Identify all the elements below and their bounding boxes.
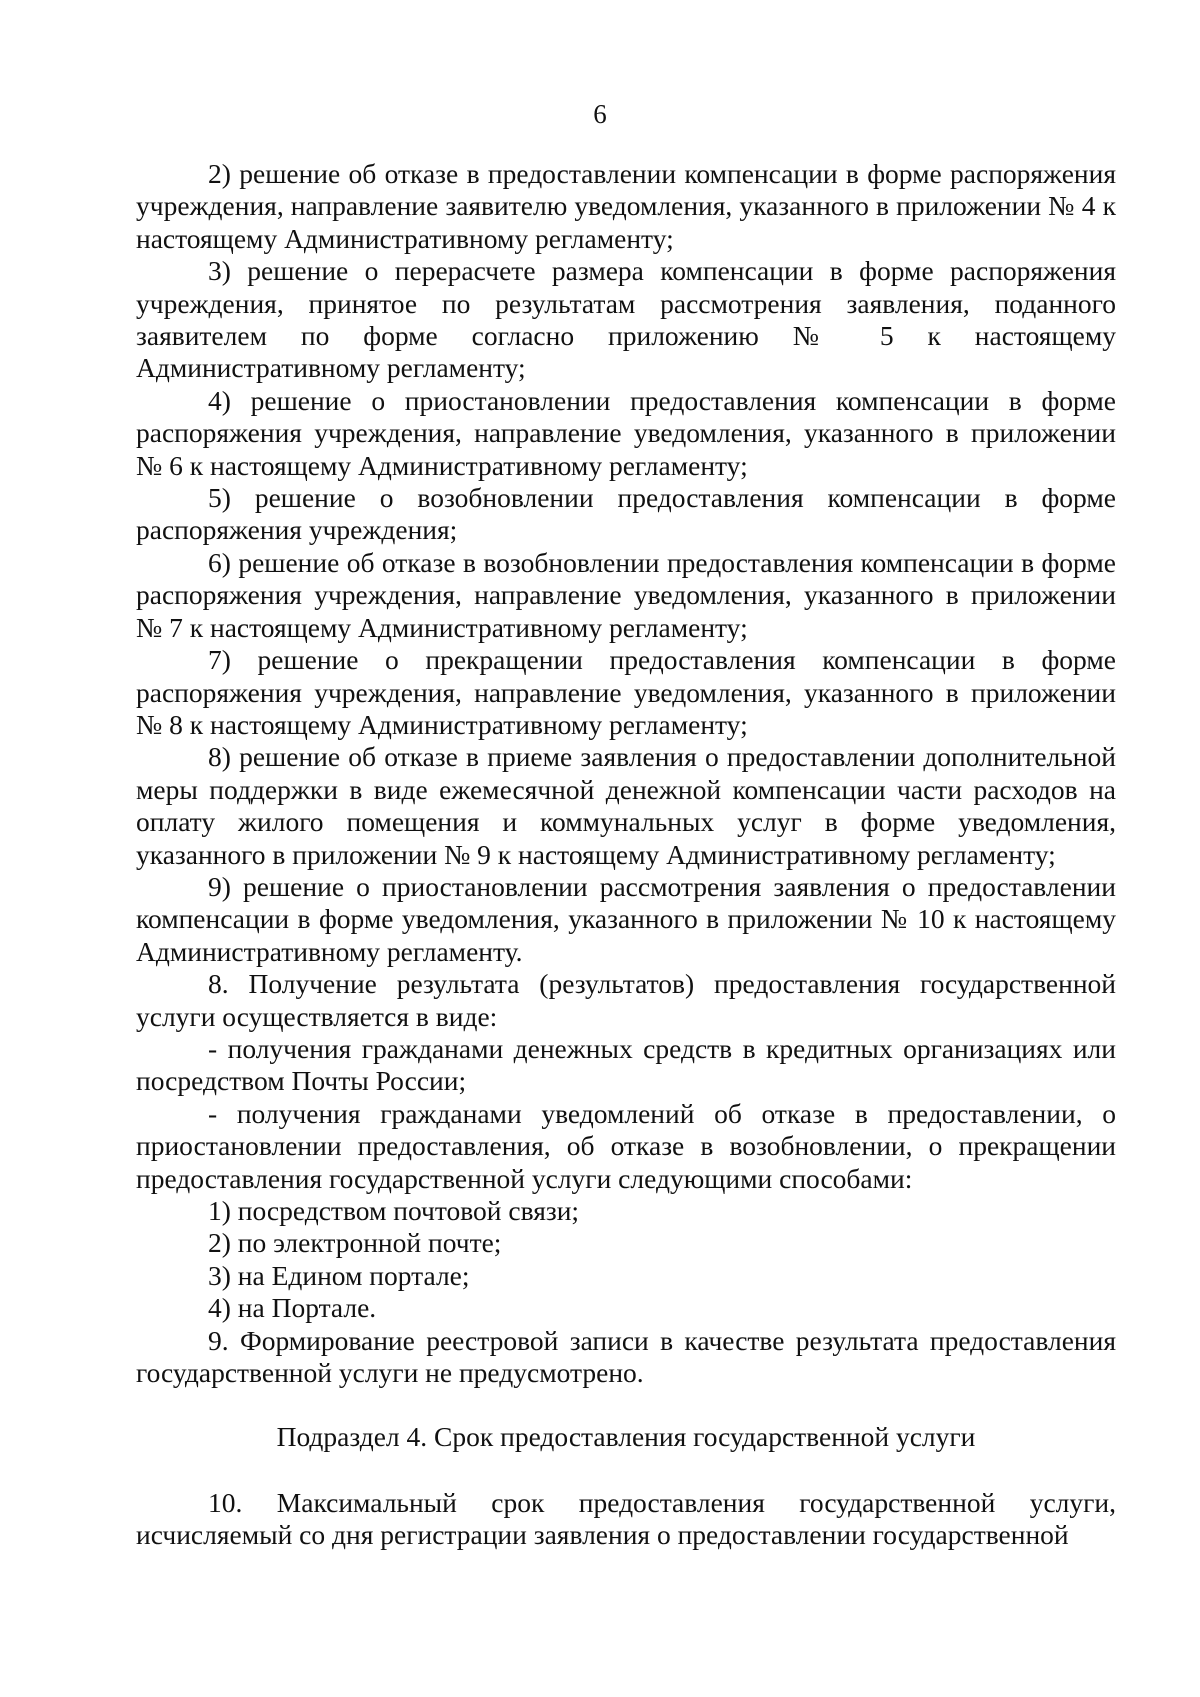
document-body [136, 158, 1116, 1552]
paragraph-item-5: 5) решение о возобновлении предоставления компенсации в форме распоряжения учреждения; [136, 482, 1116, 546]
paragraph-clause-9: 9. Формирование реестровой записи в качестве результата предоставления государственной услуги не предусмотрено. [136, 1324, 1116, 1389]
list-item-unified-portal: 3) на Едином портале; [208, 1259, 470, 1291]
page-number: 6 [593, 99, 607, 129]
paragraph-dash-notices: - получения гражданами уведомлений об отказе в предоставлении, о приостановлении предоставления, об отказе в возобновлении, о прекращении предоставления государственной услуги следующими способами: [136, 1097, 1116, 1194]
paragraph-item-3: 3) решение о перерасчете размера компенсации в форме распоряжения учреждения, принятое по результатам рассмотрения заявления, поданного заявителем по форме согласно приложению № 5 к настоящему Административному регламенту; [136, 255, 1116, 384]
paragraph-item-9: 9) решение о приостановлении рассмотрения заявления о предоставлении компенсации в форме уведомления, указанного в приложении № 10 к настоящему Административному регламенту. [136, 870, 1116, 967]
paragraph-dash-funds: - получения гражданами денежных средств в кредитных организациях или посредством Почты России; [136, 1032, 1116, 1097]
subsection-heading: Подраздел 4. Срок предоставления государственной услуги [276, 1421, 976, 1453]
paragraph-clause-8: 8. Получение результата (результатов) предоставления государственной услуги осуществляется в виде: [136, 968, 1116, 1032]
list-item-post: 1) посредством почтовой связи; [208, 1195, 580, 1226]
list-item-portal: 4) на Портале. [208, 1292, 377, 1324]
paragraph-item-2: 2) решение об отказе в предоставлении компенсации в форме распоряжения учреждения, направление заявителю уведомления, указанного в приложении № 4 к настоящему Административному регламенту; [136, 158, 1116, 254]
paragraph-item-6: 6) решение об отказе в возобновлении предоставления компенсации в форме распоряжения учреждения, направление уведомления, указанного в приложении № 7 к настоящему Административному регламенту; [136, 546, 1116, 643]
list-item-email: 2) по электронной почте; [208, 1227, 502, 1259]
paragraph-item-7: 7) решение о прекращении предоставления компенсации в форме распоряжения учреждения, направление уведомления, указанного в приложении № 8 к настоящему Административному регламенту; [136, 644, 1116, 740]
paragraph-item-4: 4) решение о приостановлении предоставления компенсации в форме распоряжения учреждения, направление уведомления, указанного в приложении № 6 к настоящему Административному регламенту; [136, 384, 1116, 481]
paragraph-clause-10: 10. Максимальный срок предоставления государственной услуги, исчисляемый со дня регистрации заявления о предоставлении государственной [136, 1486, 1116, 1551]
paragraph-item-8: 8) решение об отказе в приеме заявления о предоставлении дополнительной меры поддержки в виде ежемесячной денежной компенсации части расходов на оплату жилого помещения и коммунальных услуг в форме уведомления, указанного в приложении № 9 к настоящему Административному регламенту; [136, 741, 1116, 870]
